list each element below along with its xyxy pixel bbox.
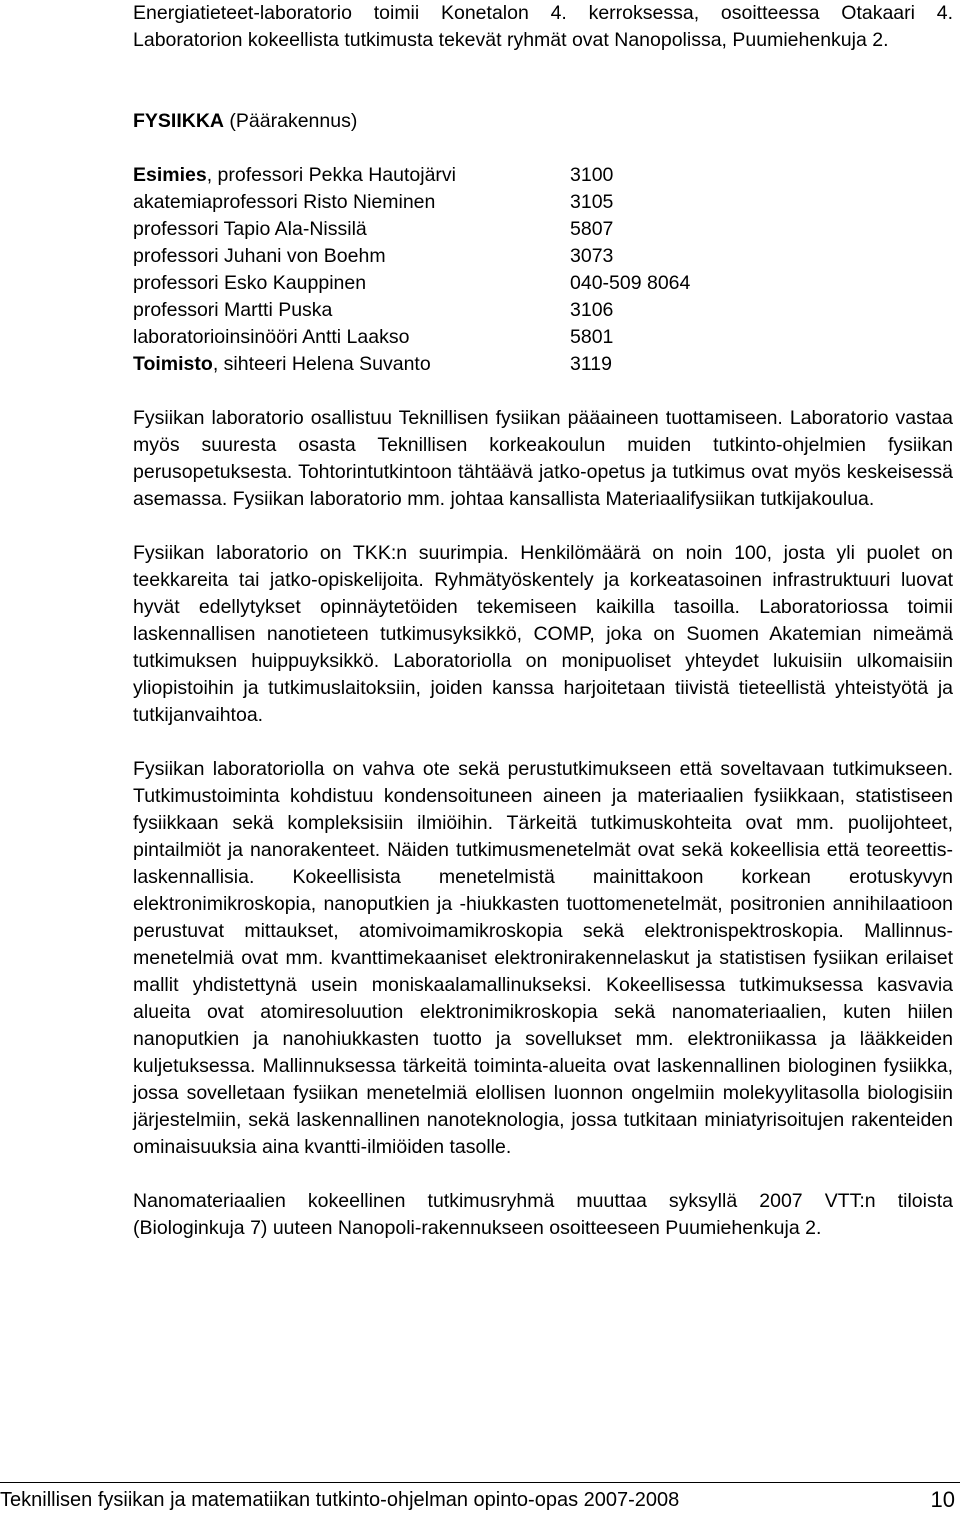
section-heading — [133, 108, 953, 135]
staff-row — [133, 216, 953, 243]
staff-name — [133, 162, 570, 189]
staff-phone: 5807 — [570, 218, 614, 240]
staff-phone: 040-509 8064 — [570, 272, 691, 294]
staff-name — [133, 297, 570, 324]
page-footer — [0, 1487, 955, 1513]
staff-row — [133, 270, 953, 297]
staff-phone: 3073 — [570, 245, 614, 267]
body-paragraph: Fysiikan laboratorio on TKK:n suurimpia. Henkilömäärä on noin 100, josta yli puolet on teekkareita tai jatko-opiskelijoita. Ryhmätyöskentely ja korkeatasoinen infrastruktuuri luovat hyvät edellytykset opinnäytetöiden tekemiseen kaikilla tasoilla. Laboratoriossa toimii laskennallisen nanotieteen tutkimusyksikkö, COMP, joka on Suomen Akatemian nimeämä tutkimuksen huippuyksikkö. Laboratoriolla on monipuoliset yhteydet lukuisiin ulkomaisiin yliopistoihin ja tutkimuslaitoksiin, joiden kanssa harjoitetaan tiivistä tieteellistä yhteistyötä ja tutkijanvaihtoa. — [133, 542, 953, 726]
staff-phone: 3105 — [570, 191, 614, 213]
staff-name — [133, 243, 570, 270]
body-paragraph: Fysiikan laboratoriolla on vahva ote sekä perustutkimukseen että soveltavaan tutkimukseen. Tutkimustoiminta kohdistuu kondensoituneen aineen ja materiaalien fysiikkaan, statistiseen fysiikkaan sekä kompleksisiin ilmiöihin. Tärkeitä tutkimuskohteita ovat mm. puolijohteet, pintailmiöt ja nanorakenteet. Näiden tutkimusmenetelmät ovat sekä kokeellisia että teoreettis-laskennallisia. Kokeellisista menetelmistä mainittakoon korkean erotuskyvyn elektronimikroskopia, nanoputkien ja -hiukkasten tuottomenetelmät, positronien annihilaatioon perustuvat mittaukset, atomivoimamikroskopia sekä elektronispektroskopia. Mallinnus-menetelmiä ovat mm. kvanttimekaaniset elektronirakennelaskut ja statistisen fysiikan erilaiset mallit yhdistettynä usein moniskaalamallinukseksi. Kokeellisessa tutkimuksessa kasvavia alueita ovat atomiresoluution elektronimikroskopia sekä nanomateriaalien, kuten hiilen nanoputkien ja nanohiukkasten tuotto ja sovellukset mm. elektroniikassa ja lääkkeiden kuljetuksessa. Mallinnuksessa tärkeitä toiminta-alueita ovat laskennallinen biologinen fysiikka, jossa sovelletaan fysiikan menetelmiä elollisen luonnon ongelmiin molekyylitasolla biologisiin järjestelmiin, sekä laskennallinen nanoteknologia, jossa tutkitaan miniatyrisoitujen rakenteiden ominaisuuksia aina kvantti-ilmiöiden tasolle. — [133, 758, 953, 1158]
staff-person: professori Martti Puska — [133, 299, 333, 321]
staff-person: professori Tapio Ala-Nissilä — [133, 218, 367, 240]
staff-person: akatemiaprofessori Risto Nieminen — [133, 191, 436, 213]
staff-phone: 3119 — [570, 353, 612, 375]
section-heading-location: (Päärakennus) — [224, 110, 358, 132]
staff-row — [133, 162, 953, 189]
staff-role-label: Toimisto — [133, 353, 213, 375]
page-number: 10 — [930, 1487, 955, 1512]
staff-name — [133, 270, 570, 297]
staff-row — [133, 243, 953, 270]
document-body — [133, 0, 953, 1242]
staff-phone: 3100 — [570, 164, 614, 186]
staff-person: , sihteeri Helena Suvanto — [212, 353, 431, 375]
intro-paragraph: Energiatieteet-laboratorio toimii Konetalon 4. kerroksessa, osoitteessa Otakaari 4. Laboratorion kokeellista tutkimusta tekevät ryhmät ovat Nanopolissa, Puumiehenkuja 2. — [133, 2, 953, 51]
staff-row — [133, 189, 953, 216]
staff-list — [133, 162, 953, 378]
staff-name — [133, 189, 570, 216]
staff-person: laboratorioinsinööri Antti Laakso — [133, 326, 410, 348]
body-paragraph: Fysiikan laboratorio osallistuu Teknillisen fysiikan pääaineen tuottamiseen. Laboratorio vastaa myös suuresta osasta Teknillisen korkeakoulun muiden tutkinto-ohjelmien fysiikan perusopetuksesta. Tohtorintutkintoon tähtäävä jatko-opetus ja tutkimus ovat myös keskeisessä asemassa. Fysiikan laboratorio mm. johtaa kansallista Materiaalifysiikan tutkijakoulua. — [133, 407, 953, 510]
staff-row — [133, 297, 953, 324]
body-paragraph: Nanomateriaalien kokeellinen tutkimusryhmä muuttaa syksyllä 2007 VTT:n tiloista (Biologinkuja 7) uuteen Nanopoli-rakennukseen osoitteeseen Puumiehenkuja 2. — [133, 1190, 953, 1239]
staff-name — [133, 216, 570, 243]
staff-person: professori Juhani von Boehm — [133, 245, 386, 267]
staff-name — [133, 351, 570, 378]
staff-phone: 5801 — [570, 326, 614, 348]
staff-phone: 3106 — [570, 299, 614, 321]
staff-row — [133, 351, 953, 378]
footer-title: Teknillisen fysiikan ja matematiikan tutkinto-ohjelman opinto-opas 2007-2008 — [0, 1489, 680, 1511]
staff-role-label: Esimies — [133, 164, 207, 186]
footer-divider — [0, 1482, 960, 1483]
staff-row — [133, 324, 953, 351]
staff-name — [133, 324, 570, 351]
staff-person: professori Esko Kauppinen — [133, 272, 367, 294]
staff-person: , professori Pekka Hautojärvi — [206, 164, 456, 186]
section-heading-title: FYSIIKKA — [133, 110, 225, 132]
